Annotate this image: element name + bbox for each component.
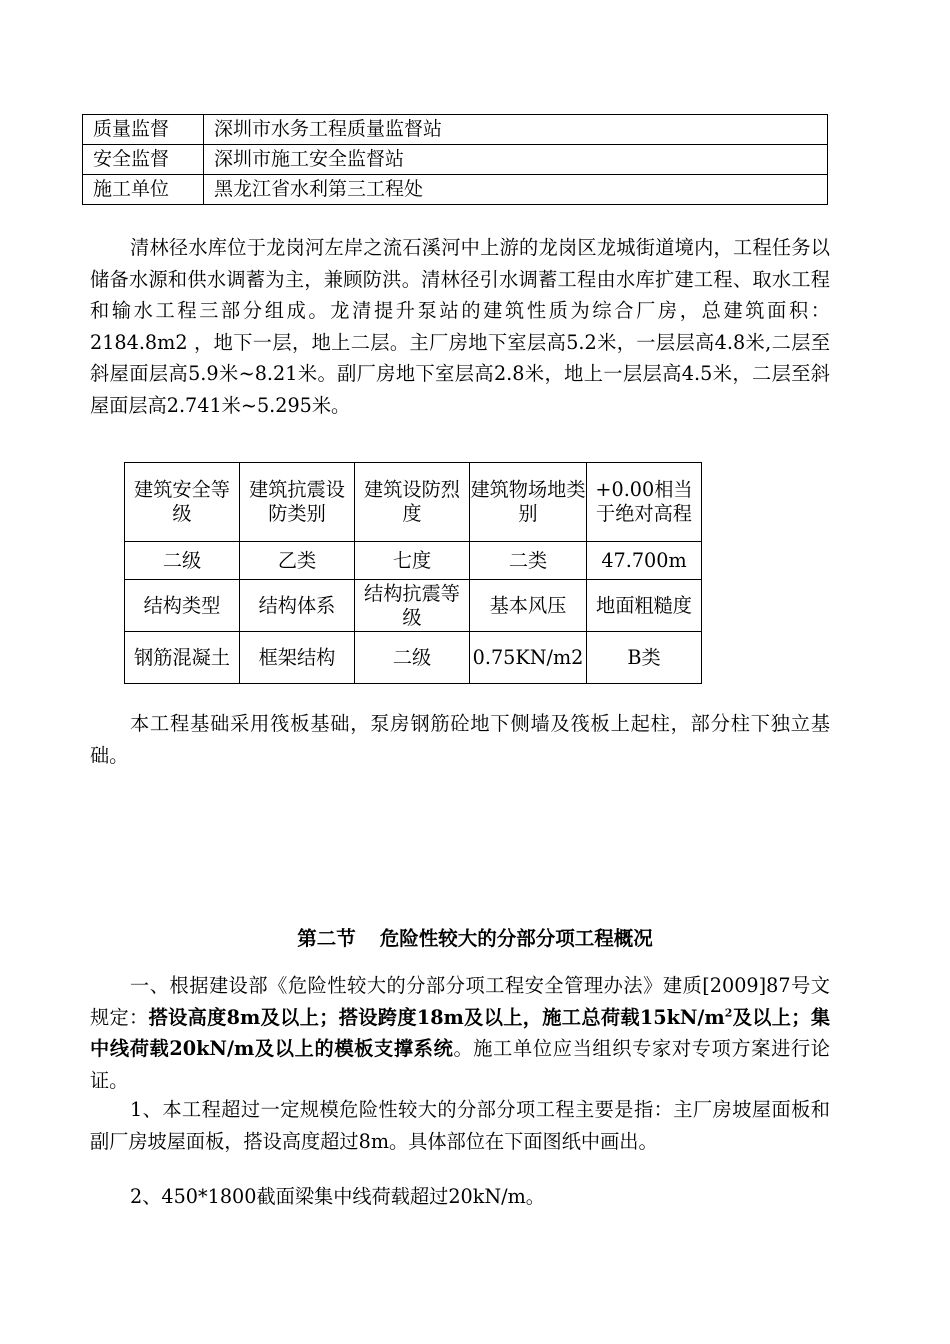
param-header: 建筑设防烈度 <box>355 463 470 542</box>
project-info-table <box>82 114 828 205</box>
regulation-paragraph <box>90 970 830 1096</box>
param-value: 框架结构 <box>240 632 355 684</box>
param-header: 基本风压 <box>470 580 587 632</box>
param-value: 乙类 <box>240 542 355 580</box>
table-row <box>83 145 828 175</box>
section-heading <box>0 924 950 954</box>
foundation-paragraph: 本工程基础采用筏板基础，泵房钢筋砼地下侧墙及筏板上起柱，部分柱下独立基础。 <box>90 712 830 767</box>
superscript-2: 2 <box>724 1006 733 1020</box>
param-value: 二级 <box>125 542 240 580</box>
table-row <box>83 175 828 205</box>
regulation-criteria-a: 搭设高度8m及以上；搭设跨度18m及以上，施工总荷载15kN/m <box>148 1005 725 1029</box>
scope-item-2: 2、450*1800截面梁集中线荷载超过20kN/m。 <box>130 1185 545 1208</box>
info-label: 施工单位 <box>83 175 204 205</box>
info-label: 质量监督 <box>83 115 204 145</box>
param-header: 建筑抗震设防类别 <box>240 463 355 542</box>
table-row <box>125 542 702 580</box>
regulation-lead: 一、根据建设部《危险性较大的分部分项工程安全管理办法》建质[2009]87号文规定： <box>90 974 830 1029</box>
info-value: 深圳市施工安全监督站 <box>204 145 828 175</box>
param-value: 二级 <box>355 632 470 684</box>
param-header: 建筑物场地类别 <box>470 463 587 542</box>
regulation-criteria-b: 及以上；集中线荷载20kN/m及以上的模板支撑系统 <box>90 1005 831 1060</box>
param-value: 二类 <box>470 542 587 580</box>
param-value: B类 <box>587 632 702 684</box>
section-number: 第二节 <box>297 927 356 950</box>
param-header: +0.00相当于绝对高程 <box>587 463 702 542</box>
regulation-tail: 。施工单位应当组织专家对专项方案进行论证。 <box>90 1037 830 1092</box>
building-parameters-table <box>124 462 702 684</box>
info-value: 深圳市水务工程质量监督站 <box>204 115 828 145</box>
info-label: 安全监督 <box>83 145 204 175</box>
param-value: 七度 <box>355 542 470 580</box>
param-header: 建筑安全等级 <box>125 463 240 542</box>
info-value: 黑龙江省水利第三工程处 <box>204 175 828 205</box>
intro-paragraph: 清林径水库位于龙岗河左岸之流石溪河中上游的龙岗区龙城街道境内，工程任务以储备水源和供水调蓄为主，兼顾防洪。清林径引水调蓄工程由水库扩建工程、取水工程和输水工程三部分组成。龙清提升泵站的建筑性质为综合厂房，总建筑面积：2184.8m2 ，地下一层，地上二层。主厂房地下室层高5.2米，一层层高4.8米,二层至斜屋面层高5.9米~8.21米。副厂房地下室层高2.8米，地上一层层高4.5米，二层至斜屋面层高2.741米~5.295米。 <box>90 236 830 417</box>
table-row <box>125 580 702 632</box>
param-header: 结构体系 <box>240 580 355 632</box>
table-row <box>125 463 702 542</box>
table-row <box>83 115 828 145</box>
scope-item-1: 1、本工程超过一定规模危险性较大的分部分项工程主要是指：主厂房坡屋面板和副厂房坡屋面板，搭设高度超过8m。具体部位在下面图纸中画出。 <box>90 1098 830 1153</box>
param-value: 钢筋混凝土 <box>125 632 240 684</box>
param-value: 47.700m <box>587 542 702 580</box>
section-title-text: 危险性较大的分部分项工程概况 <box>379 927 653 950</box>
param-header: 结构类型 <box>125 580 240 632</box>
table-row <box>125 632 702 684</box>
param-header: 地面粗糙度 <box>587 580 702 632</box>
param-header: 结构抗震等级 <box>355 580 470 632</box>
param-value: 0.75KN/m2 <box>470 632 587 684</box>
